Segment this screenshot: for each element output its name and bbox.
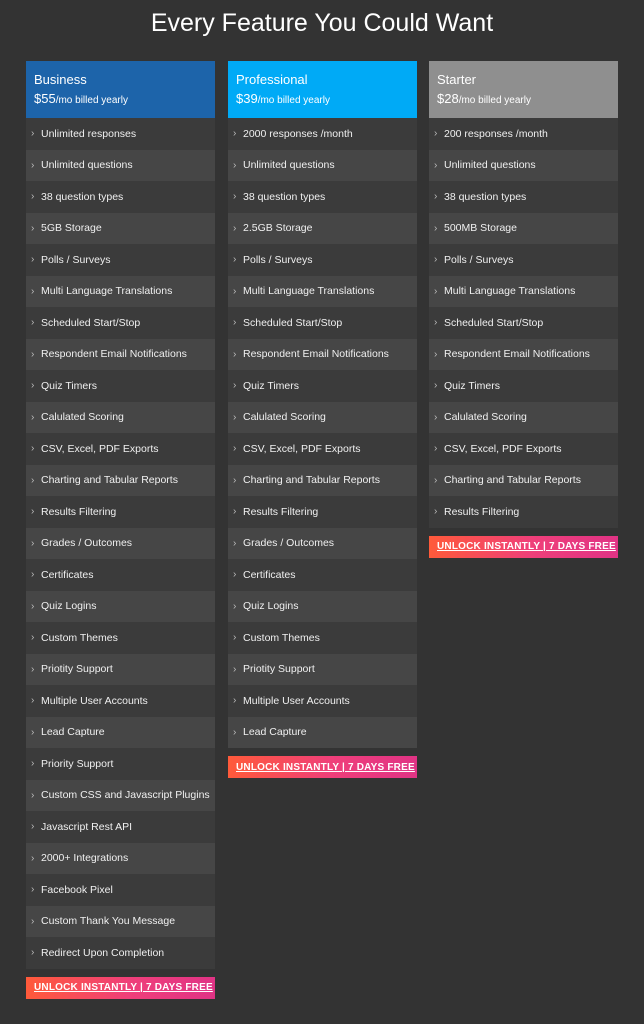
chevron-right-icon: › — [233, 411, 237, 423]
feature-label: Charting and Tabular Reports — [444, 474, 581, 487]
feature-label: Results Filtering — [243, 505, 319, 518]
feature-label: 2000+ Integrations — [41, 852, 129, 865]
feature-label: 200 responses /month — [444, 127, 548, 140]
feature-item — [429, 465, 618, 497]
feature-label: Facebook Pixel — [41, 883, 113, 896]
feature-label: Multi Language Translations — [41, 285, 173, 298]
chevron-right-icon: › — [31, 947, 35, 959]
chevron-right-icon: › — [233, 569, 237, 581]
chevron-right-icon: › — [31, 537, 35, 549]
chevron-right-icon: › — [31, 663, 35, 675]
feature-label: Polls / Surveys — [243, 253, 313, 266]
feature-label: Charting and Tabular Reports — [243, 474, 380, 487]
feature-label: Custom Themes — [41, 631, 118, 644]
feature-item — [429, 118, 618, 150]
plan-business — [26, 61, 215, 999]
feature-label: Unlimited questions — [243, 159, 335, 172]
feature-item — [228, 118, 417, 150]
feature-item — [228, 181, 417, 213]
feature-item — [26, 339, 215, 371]
chevron-right-icon: › — [31, 191, 35, 203]
feature-label: Grades / Outcomes — [41, 537, 133, 550]
feature-item — [26, 717, 215, 749]
chevron-right-icon: › — [233, 726, 237, 738]
plan-price — [34, 91, 207, 109]
chevron-right-icon: › — [233, 128, 237, 140]
feature-label: Quiz Timers — [243, 379, 300, 392]
chevron-right-icon: › — [31, 789, 35, 801]
chevron-right-icon: › — [233, 191, 237, 203]
feature-item — [228, 622, 417, 654]
feature-item — [26, 150, 215, 182]
feature-list — [26, 118, 215, 969]
chevron-right-icon: › — [31, 159, 35, 171]
page-title: Every Feature You Could Want — [150, 9, 494, 37]
chevron-right-icon: › — [434, 128, 438, 140]
chevron-right-icon: › — [434, 443, 438, 455]
unlock-instantly-button[interactable]: UNLOCK INSTANTLY | 7 DAYS FREE — [26, 977, 215, 999]
feature-label: Javascript Rest API — [41, 820, 133, 833]
feature-label: Redirect Upon Completion — [41, 946, 165, 959]
feature-item — [26, 465, 215, 497]
chevron-right-icon: › — [31, 821, 35, 833]
feature-item — [228, 276, 417, 308]
unlock-instantly-button[interactable]: UNLOCK INSTANTLY | 7 DAYS FREE — [429, 536, 618, 558]
feature-label: Certificates — [243, 568, 296, 581]
chevron-right-icon: › — [233, 254, 237, 266]
feature-list — [429, 118, 618, 528]
feature-item — [26, 843, 215, 875]
chevron-right-icon: › — [233, 443, 237, 455]
price-period: /mo billed yearly — [257, 95, 330, 106]
feature-label: Custom Themes — [243, 631, 320, 644]
feature-item — [228, 213, 417, 245]
chevron-right-icon: › — [233, 695, 237, 707]
feature-label: Custom CSS and Javascript Plugins — [41, 789, 210, 802]
feature-label: Calulated Scoring — [41, 411, 124, 424]
price-amount: $28 — [437, 91, 459, 106]
feature-label: Calulated Scoring — [444, 411, 527, 424]
feature-label: Respondent Email Notifications — [243, 348, 389, 361]
feature-label: Quiz Logins — [41, 600, 97, 613]
feature-item — [26, 780, 215, 812]
feature-item — [429, 150, 618, 182]
unlock-instantly-button[interactable]: UNLOCK INSTANTLY | 7 DAYS FREE — [228, 756, 417, 778]
feature-item — [26, 433, 215, 465]
chevron-right-icon: › — [434, 348, 438, 360]
feature-label: Multiple User Accounts — [243, 694, 350, 707]
chevron-right-icon: › — [233, 506, 237, 518]
chevron-right-icon: › — [31, 852, 35, 864]
chevron-right-icon: › — [233, 317, 237, 329]
chevron-right-icon: › — [434, 159, 438, 171]
feature-label: Scheduled Start/Stop — [41, 316, 141, 329]
feature-item — [26, 811, 215, 843]
plan-header — [429, 61, 618, 118]
feature-label: Priority Support — [41, 757, 114, 770]
feature-item — [228, 591, 417, 623]
feature-item — [228, 654, 417, 686]
plan-professional — [228, 61, 417, 778]
chevron-right-icon: › — [233, 474, 237, 486]
price-amount: $55 — [34, 91, 56, 106]
feature-label: Unlimited questions — [41, 159, 133, 172]
feature-item — [26, 906, 215, 938]
feature-item — [26, 276, 215, 308]
plan-header — [228, 61, 417, 118]
feature-list — [228, 118, 417, 748]
feature-item — [228, 559, 417, 591]
feature-item — [26, 181, 215, 213]
chevron-right-icon: › — [31, 317, 35, 329]
feature-label: Quiz Timers — [41, 379, 98, 392]
chevron-right-icon: › — [434, 222, 438, 234]
feature-item — [429, 496, 618, 528]
feature-label: Priotity Support — [41, 663, 113, 676]
plan-starter — [429, 61, 618, 558]
chevron-right-icon: › — [31, 443, 35, 455]
feature-label: 2000 responses /month — [243, 127, 353, 140]
feature-label: CSV, Excel, PDF Exports — [444, 442, 562, 455]
feature-label: Lead Capture — [243, 726, 307, 739]
feature-item — [228, 528, 417, 560]
feature-label: Multi Language Translations — [243, 285, 375, 298]
feature-item — [429, 370, 618, 402]
feature-label: Quiz Timers — [444, 379, 501, 392]
plan-price — [437, 91, 610, 109]
chevron-right-icon: › — [233, 380, 237, 392]
feature-label: Multiple User Accounts — [41, 694, 148, 707]
feature-label: Unlimited responses — [41, 127, 137, 140]
chevron-right-icon: › — [434, 380, 438, 392]
chevron-right-icon: › — [434, 506, 438, 518]
feature-item — [429, 339, 618, 371]
feature-label: Multi Language Translations — [444, 285, 576, 298]
chevron-right-icon: › — [31, 884, 35, 896]
plan-name: Starter — [437, 72, 477, 87]
chevron-right-icon: › — [434, 474, 438, 486]
plan-header — [26, 61, 215, 118]
feature-item — [26, 118, 215, 150]
chevron-right-icon: › — [233, 632, 237, 644]
feature-label: 500MB Storage — [444, 222, 517, 235]
feature-item — [429, 276, 618, 308]
feature-item — [429, 244, 618, 276]
feature-item — [26, 748, 215, 780]
feature-item — [26, 591, 215, 623]
chevron-right-icon: › — [31, 348, 35, 360]
feature-item — [26, 402, 215, 434]
chevron-right-icon: › — [31, 915, 35, 927]
chevron-right-icon: › — [31, 474, 35, 486]
chevron-right-icon: › — [434, 254, 438, 266]
feature-item — [429, 307, 618, 339]
chevron-right-icon: › — [31, 569, 35, 581]
chevron-right-icon: › — [31, 380, 35, 392]
feature-item — [26, 685, 215, 717]
feature-item — [228, 244, 417, 276]
price-amount: $39 — [236, 91, 258, 106]
feature-item — [26, 244, 215, 276]
feature-label: Quiz Logins — [243, 600, 299, 613]
feature-item — [26, 496, 215, 528]
feature-label: CSV, Excel, PDF Exports — [243, 442, 361, 455]
feature-item — [429, 213, 618, 245]
feature-label: 38 question types — [444, 190, 527, 203]
chevron-right-icon: › — [31, 695, 35, 707]
chevron-right-icon: › — [31, 411, 35, 423]
feature-label: Priotity Support — [243, 663, 315, 676]
feature-item — [26, 622, 215, 654]
price-period: /mo billed yearly — [55, 95, 128, 106]
feature-item — [228, 370, 417, 402]
feature-label: Grades / Outcomes — [243, 537, 335, 550]
feature-item — [26, 654, 215, 686]
chevron-right-icon: › — [31, 600, 35, 612]
feature-label: Lead Capture — [41, 726, 105, 739]
chevron-right-icon: › — [434, 285, 438, 297]
chevron-right-icon: › — [31, 506, 35, 518]
feature-item — [429, 402, 618, 434]
feature-label: Unlimited questions — [444, 159, 536, 172]
feature-item — [228, 465, 417, 497]
chevron-right-icon: › — [233, 222, 237, 234]
feature-item — [26, 307, 215, 339]
feature-label: Calulated Scoring — [243, 411, 326, 424]
feature-label: Respondent Email Notifications — [444, 348, 590, 361]
price-period: /mo billed yearly — [458, 95, 531, 106]
feature-label: Scheduled Start/Stop — [243, 316, 343, 329]
chevron-right-icon: › — [434, 411, 438, 423]
chevron-right-icon: › — [233, 600, 237, 612]
chevron-right-icon: › — [233, 348, 237, 360]
feature-item — [228, 339, 417, 371]
feature-label: CSV, Excel, PDF Exports — [41, 442, 159, 455]
feature-item — [228, 496, 417, 528]
feature-item — [26, 874, 215, 906]
plan-name: Professional — [236, 72, 308, 87]
feature-item — [26, 213, 215, 245]
chevron-right-icon: › — [434, 191, 438, 203]
feature-label: Polls / Surveys — [41, 253, 111, 266]
chevron-right-icon: › — [233, 663, 237, 675]
chevron-right-icon: › — [31, 222, 35, 234]
feature-item — [429, 433, 618, 465]
chevron-right-icon: › — [31, 632, 35, 644]
chevron-right-icon: › — [233, 537, 237, 549]
feature-label: 38 question types — [243, 190, 326, 203]
feature-label: Custom Thank You Message — [41, 915, 176, 928]
feature-item — [26, 937, 215, 969]
plan-name: Business — [34, 72, 87, 87]
feature-item — [26, 528, 215, 560]
chevron-right-icon: › — [434, 317, 438, 329]
chevron-right-icon: › — [31, 285, 35, 297]
feature-item — [228, 307, 417, 339]
feature-item — [228, 433, 417, 465]
feature-label: 38 question types — [41, 190, 124, 203]
feature-label: Charting and Tabular Reports — [41, 474, 178, 487]
feature-item — [228, 685, 417, 717]
chevron-right-icon: › — [31, 758, 35, 770]
feature-label: Polls / Surveys — [444, 253, 514, 266]
plan-price — [236, 91, 409, 109]
feature-label: Scheduled Start/Stop — [444, 316, 544, 329]
feature-item — [228, 402, 417, 434]
feature-label: Results Filtering — [41, 505, 117, 518]
chevron-right-icon: › — [31, 128, 35, 140]
feature-item — [26, 370, 215, 402]
feature-label: 5GB Storage — [41, 222, 102, 235]
feature-label: Results Filtering — [444, 505, 520, 518]
feature-label: Respondent Email Notifications — [41, 348, 187, 361]
feature-label: 2.5GB Storage — [243, 222, 313, 235]
feature-item — [429, 181, 618, 213]
feature-item — [228, 150, 417, 182]
feature-item — [26, 559, 215, 591]
chevron-right-icon: › — [31, 726, 35, 738]
chevron-right-icon: › — [233, 285, 237, 297]
chevron-right-icon: › — [233, 159, 237, 171]
chevron-right-icon: › — [31, 254, 35, 266]
feature-item — [228, 717, 417, 749]
feature-label: Certificates — [41, 568, 94, 581]
